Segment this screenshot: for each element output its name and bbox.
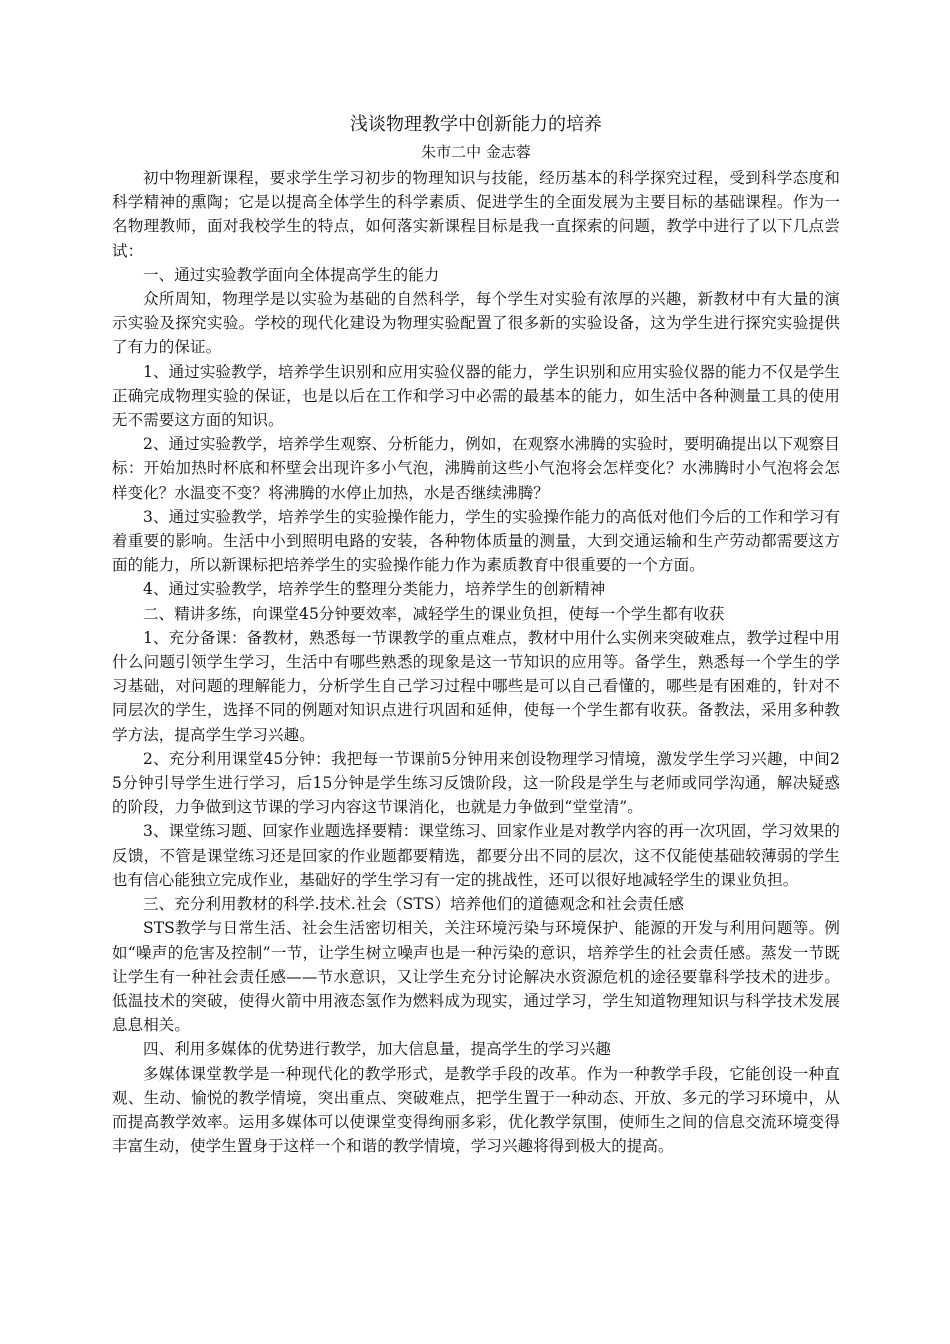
intro-paragraph: 初中物理新课程，要求学生学习初步的物理知识与技能，经历基本的科学探究过程，受到科学态度和科学精神的熏陶；它是以提高全体学生的科学素质、促进学生的全面发展为主要目标的基础课程。作为一名物理教师，面对我校学生的特点，如何落实新课程目标是我一直探索的问题，教学中进行了以下几点尝试： <box>112 169 840 260</box>
section-heading-1: 一、通过实验教学面向全体提高学生的能力 <box>143 265 440 284</box>
section-heading-3: 三、充分利用教材的科学.技术.社会（STS）培养他们的道德观念和社会责任感 <box>143 895 685 914</box>
document-page <box>112 112 840 1158</box>
body-paragraph: 众所周知，物理学是以实验为基础的自然科学，每个学生对实验有浓厚的兴趣，新教材中有大量的演示实验及探究实验。学校的现代化建设为物理实验配置了很多新的实验设备，这为学生进行探究实验提供了有力的保证。 <box>112 290 840 357</box>
body-paragraph: 多媒体课堂教学是一种现代化的教学形式，是教学手段的改革。作为一种教学手段，它能创设一种直观、生动、愉悦的教学情境，突出重点、突破难点，把学生置于一种动态、开放、多元的学习环境中，从而提高教学效率。运用多媒体可以使课堂变得绚丽多彩，优化教学氛围，使师生之间的信息交流环境变得丰富生动，使学生置身于这样一个和谐的教学情境，学习兴趣将得到极大的提高。 <box>112 1064 840 1156</box>
section-heading-4: 四、利用多媒体的优势进行教学，加大信息量，提高学生的学习兴趣 <box>143 1040 612 1059</box>
body-paragraph: 3、课堂练习题、回家作业题选择要精：课堂练习、回家作业是对教学内容的再一次巩固，学习效果的反馈，不管是课堂练习还是回家的作业题都要精选，都要分出不同的层次，这不仅能使基础较薄弱的学生也有信心能独立完成作业，基础好的学生学习有一定的挑战性，还可以很好地减轻学生的课业负担。 <box>112 822 840 889</box>
section-heading-2: 二、精讲多练，向课堂45分钟要效率，减轻学生的课业负担，使每一个学生都有收获 <box>143 604 725 623</box>
body-paragraph: 3、通过实验教学，培养学生的实验操作能力，学生的实验操作能力的高低对他们今后的工作和学习有着重要的影响。生活中小到照明电路的安装，各种物体质量的测量，大到交通运输和生产劳动都需要这方面的能力，所以新课标把培养学生的实验操作能力作为素质教育中很重要的一个方面。 <box>112 507 840 575</box>
body-paragraph: STS教学与日常生活、社会生活密切相关，关注环境污染与环境保护、能源的开发与利用问题等。例如“噪声的危害及控制”一节，让学生树立噪声也是一种污染的意识，培养学生的社会责任感。蒸发一节既让学生有一种社会责任感——节水意识，又让学生充分讨论解决水资源危机的途径要靠科学技术的进步。低温技术的突破，使得火箭中用液态氢作为燃料成为现实，通过学习，学生知道物理知识与科学技术发展息息相关。 <box>112 919 840 1035</box>
body-paragraph: 1、充分备课：备教材，熟悉每一节课教学的重点难点，教材中用什么实例来突破难点，教学过程中用什么问题引领学生学习，生活中有哪些熟悉的现象是这一节知识的应用等。备学生，熟悉每一个学生的学习基础，对问题的理解能力，分析学生自己学习过程中哪些是可以自己看懂的，哪些是有困难的，针对不同层次的学生，选择不同的例题对知识点进行巩固和延伸，使每一个学生都有收获。备教法，采用多种教学方法，提高学生学习兴趣。 <box>112 628 840 744</box>
body-paragraph: 2、充分利用课堂45分钟：我把每一节课前5分钟用来创设物理学习情境，激发学生学习兴趣，中间25分钟引导学生进行学习，后15分钟是学生练习反馈阶段，这一阶段是学生与老师或同学沟通，解决疑惑的阶段，力争做到这节课的学习内容这节课消化，也就是力争做到“堂堂清”。 <box>112 749 840 817</box>
document-author: 朱市二中 金志蓉 <box>421 143 531 161</box>
body-paragraph: 4、通过实验教学，培养学生的整理分类能力，培养学生的创新精神 <box>143 580 606 599</box>
body-paragraph: 1、通过实验教学，培养学生识别和应用实验仪器的能力，学生识别和应用实验仪器的能力不仅是学生正确完成物理实验的保证，也是以后在工作和学习中必需的最基本的能力，如生活中各种测量工具的使用无不需要这方面的知识。 <box>112 362 840 430</box>
body-paragraph: 2、通过实验教学，培养学生观察、分析能力，例如，在观察水沸腾的实验时，要明确提出以下观察目标：开始加热时杯底和杯壁会出现许多小气泡，沸腾前这些小气泡将会怎样变化？水沸腾时小气泡将会怎样变化？水温变不变？将沸腾的水停止加热，水是否继续沸腾？ <box>112 435 840 502</box>
document-title: 浅谈物理教学中创新能力的培养 <box>350 114 602 135</box>
